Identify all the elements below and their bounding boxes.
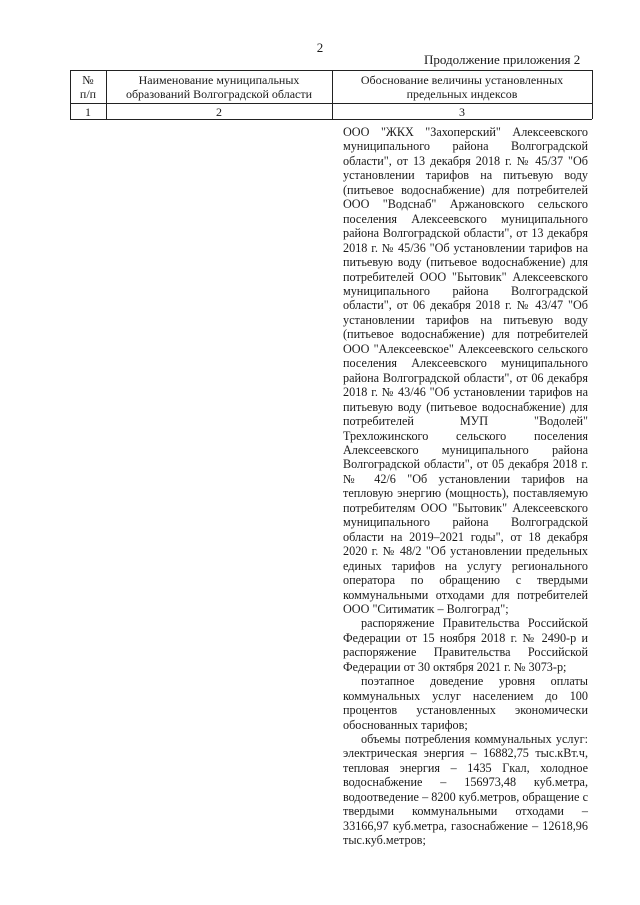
column-number-2: 2 <box>216 105 222 119</box>
header-col3 <box>332 73 592 101</box>
paragraph-government-orders: распоряжение Правительства Российской Федерации от 15 ноября 2018 г. № 2490-р и распоряжение Правительства Российской Федерации от 30 октября 2021 г. № 3073-р; <box>343 616 588 674</box>
continuation-label: Продолжение приложения 2 <box>424 52 581 67</box>
paragraph-regulations: ООО "ЖКХ "Захоперский" Алексеевского муниципального района Волгоградской области", от 13 декабря 2018 г. № 45/37 "Об установлении тарифов на питьевую воду (питьевое водоснабжение) для потребителей ООО "Водснаб" Аржановского сельского поселения Алексеевского муниципального района Волгоградской области", от 13 декабря 2018 г. № 45/36 "Об установлении тарифов на питьевую воду (питьевое водоснабжение) для потребителей ООО "Бытовик" Алексеевского муниципального района Волгоградской области", от 06 декабря 2018 г. № 43/47 "Об установлении тарифов на питьевую воду (питьевое водоснабжение) для потребителей ООО "Алексеевское" Алексеевского сельского поселения Алексеевского муниципального района Волгоградской области", от 06 декабря 2018 г. № 43/46 "Об установлении тарифов на питьевую воду (питьевое водоснабжение) для потребителей МУП "Водолей" Трехложинского сельского поселения Алексеевского муниципального района Волгоградской области", от 05 декабря 2018 г. № 42/6 "Об установлении тарифов на тепловую энергию (мощность), поставляемую потребителям ООО "Бытовик" Алексеевского муниципального района Волгоградской области на 2019–2021 годы", от 18 декабря 2020 г. № 48/2 "Об установлении предельных единых тарифов на услугу регионального оператора по обращению с твердыми коммунальными отходами для потребителей ООО "Ситиматик – Волгоград"; <box>343 125 588 616</box>
justification-text <box>343 125 588 848</box>
table-top-border <box>70 70 592 71</box>
header-col1-line2: п/п <box>79 87 97 101</box>
table-header-divider <box>70 103 592 104</box>
header-col2-line2: образований Волгоградской области <box>125 87 313 101</box>
table-numbers-divider <box>70 119 592 120</box>
header-col2 <box>106 73 332 101</box>
header-col3-line2: предельных индексов <box>406 87 518 101</box>
page-number: 2 <box>316 40 324 55</box>
column-number-1: 1 <box>85 105 91 119</box>
paragraph-payment-level: поэтапное доведение уровня оплаты коммунальных услуг населением до 100 процентов установленных экономически обоснованных тарифов; <box>343 674 588 732</box>
header-col3-line1: Обоснование величины установленных <box>360 73 564 87</box>
header-col2-line1: Наименование муниципальных <box>138 73 300 87</box>
column-number-3: 3 <box>459 105 465 119</box>
header-col1-line1: № <box>82 73 94 87</box>
header-col1 <box>70 73 106 101</box>
paragraph-consumption-volumes: объемы потребления коммунальных услуг: электрическая энергия – 16882,75 тыс.кВт.ч, тепловая энергия – 1435 Гкал, холодное водоснабжение – 156973,48 куб.метра, водоотведение – 8200 куб.метров, обращение с твердыми коммунальными отходами – 33166,97 куб.метра, газоснабжение – 12618,96 тыс.куб.метров; <box>343 732 588 848</box>
table-right-border <box>592 70 593 119</box>
